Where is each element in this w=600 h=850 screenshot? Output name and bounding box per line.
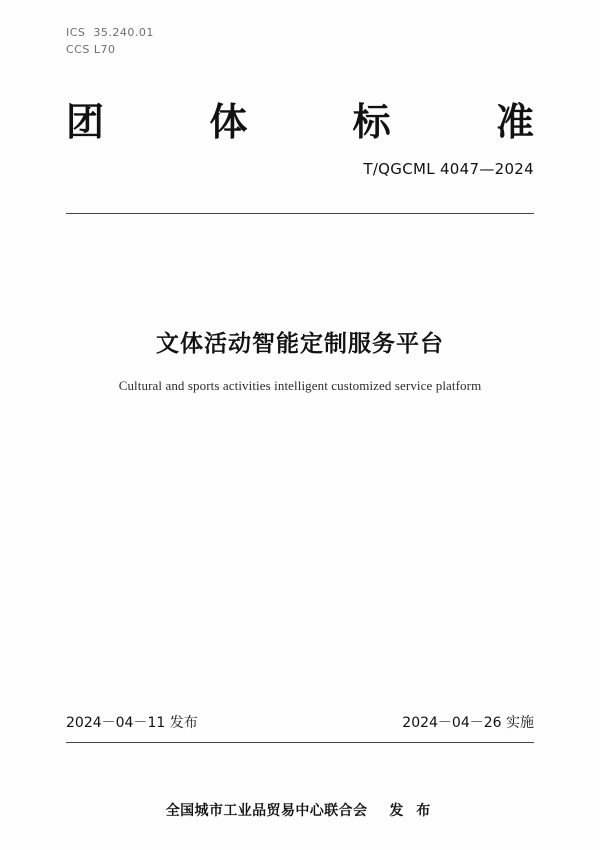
standard-number: T/QGCML 4047—2024: [363, 160, 534, 178]
dates-row: [66, 712, 534, 732]
implementation-date: 2024－04－26 实施: [402, 715, 534, 731]
standard-type-char-3: 标: [352, 100, 391, 144]
issue-date: 2024－04－11 发布: [66, 715, 198, 731]
classification-codes: [66, 24, 154, 58]
document-title-chinese: 文体活动智能定制服务平台: [156, 331, 444, 357]
ics-code: ICS 35.240.01: [66, 26, 154, 39]
ccs-code: CCS L70: [66, 43, 116, 56]
footer-divider: [66, 742, 534, 743]
issuing-organization: 全国城市工业品贸易中心联合会: [165, 803, 368, 819]
issuing-action: 发 布: [389, 803, 435, 819]
standard-type-char-2: 体: [209, 100, 248, 144]
document-title-english: Cultural and sports activities intelligent customized service platform: [118, 378, 482, 393]
standard-type-heading: [66, 100, 534, 144]
header-divider: [66, 213, 534, 214]
standard-type-char-4: 准: [495, 100, 534, 144]
issuer-line: [0, 800, 600, 820]
standard-type-char-1: 团: [66, 100, 105, 144]
